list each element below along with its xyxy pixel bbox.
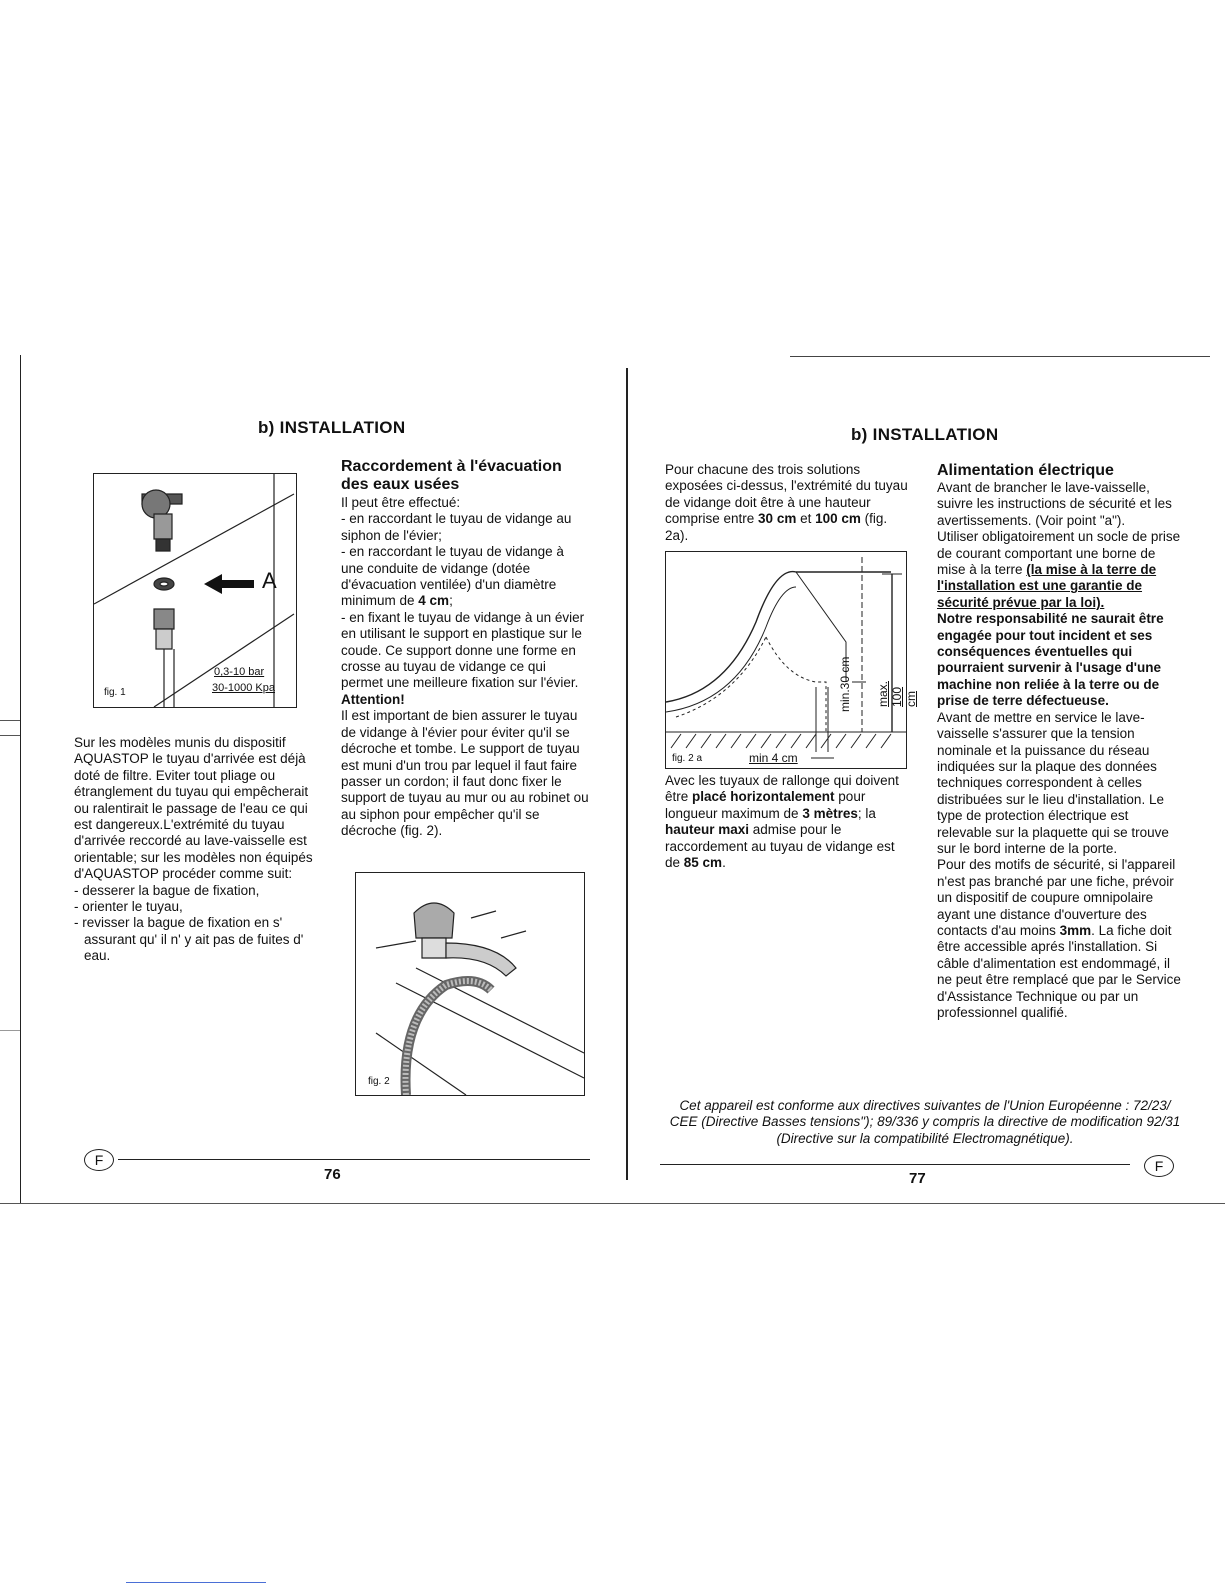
power-section [937, 462, 1185, 1021]
attention-title: Attention! [341, 691, 405, 707]
power-paragraph-4: Avant de mettre en service le lave-vaisselle s'assurer que la tension nominale et la puissance du réseau indiquées sur la plaque des données techniques correspondent à celles distribuées sur le lieu d'installation. Le type de protection électrique est relevable sur la plaquette qui se trouve sur le bord interne de la porte. [937, 709, 1169, 856]
margin-tick-2 [0, 735, 20, 736]
fig1-illustration [93, 473, 297, 708]
left-page-heading: b) INSTALLATION [258, 418, 406, 437]
fig1-label: fig. 1 [104, 687, 126, 698]
power-paragraph-1: Avant de brancher le lave-vaisselle, suivre les instructions de sécurité et les avertissements. (Voir point "a"). [937, 480, 1172, 528]
bottom-edge-line [0, 1203, 1225, 1204]
arrow-left-icon [204, 574, 254, 594]
page-number-right: 77 [909, 1170, 926, 1187]
power-title: Alimentation électrique [937, 462, 1114, 479]
aquastop-step: - orienter le tuyau, [74, 899, 183, 915]
aquastop-section [74, 735, 320, 965]
drain-height-drawing [666, 552, 906, 768]
page-number-left: 76 [324, 1166, 341, 1183]
fig1-pressure-bar: 0,3-10 bar [214, 666, 265, 678]
margin-tick-3 [0, 1030, 20, 1031]
drain-intro: Il peut être effectué: [341, 495, 461, 510]
aquastop-paragraph: Sur les modèles munis du dispositif AQUASTOP le tuyau d'arrivée est déjà doté de filtre. Eviter tout pliage ou étranglement du tuyau qui empêcherait ou ralentirait le passage de l'eau ce qui est dangereux.L'extrémité du tuyau d'arrivée reccordé au lave-vaisselle est orientable; sur les modèles non équipés d'AQUASTOP procéder comme suit: [74, 735, 313, 882]
power-paragraph-2: Utiliser obligatoirement un socle de prise de courant comportant une borne de mise à la terre (la mise à la terre de l'installation est une garantie de sécurité prévue par la loi). [937, 529, 1181, 610]
country-logo-right: F [1144, 1155, 1174, 1177]
top-right-line [790, 356, 1210, 357]
drain-option-1: - en raccordant le tuyau de vidange au siphon de l'évier; [341, 511, 572, 543]
fig2a-label: fig. 2 a [672, 753, 703, 764]
right-page-heading: b) INSTALLATION [851, 425, 999, 444]
aquastop-step: - revisser la bague de fixation en s' assurant qu' il n' y ait pas de fuites d' eau. [74, 915, 304, 964]
fig1-pressure-kpa: 30-1000 Kpa [212, 682, 275, 694]
power-paragraph-5: Pour des motifs de sécurité, si l'appareil n'est pas branché par une fiche, prévoir un dispositif de coupure omnipolaire ayant une distance d'ouverture des contacts d'au moins 3mm. La fiche doit être accessible aprés l'installation. Si câble d'alimentation est endommagé, il ne peut être remplacé que par le Service d'Assistance Technique ou par un professionnel qualifié. [937, 857, 1181, 1020]
aquastop-steps-list [74, 883, 320, 965]
margin-tick-1 [0, 720, 20, 721]
country-logo-left: F [84, 1149, 114, 1171]
left-edge-line [20, 355, 21, 1203]
power-paragraph-3: Notre responsabilité ne saurait être engagée pour tout incident et ses conséquences éventuelles qui pourraient survenir à l'usage d'une machine non reliée à la terre ou de prise de terre défectueuse. [937, 611, 1164, 709]
drain-title: Raccordement à l'évacuation des eaux usées [341, 458, 562, 493]
left-footer-rule [118, 1159, 590, 1160]
attention-paragraph: Il est important de bien assurer le tuyau de vidange à l'évier pour éviter qu'il se décroche et tombe. Le support de tuyau est muni d'un trou par lequel il faut faire passer un cordon; il faut donc fixer le support de tuyau au mur ou au robinet ou au siphon pour empêcher qu'il se décroche (fig. 2). [341, 708, 589, 839]
drain-option-2: - en raccordant le tuyau de vidange à une conduite de vidange (dotée d'évacuation ventilée) d'un diamètre minimum de 4 cm; [341, 544, 564, 609]
drain-section [341, 458, 589, 840]
center-fold-line [626, 368, 628, 1180]
height-requirement-paragraph: Pour chacune des trois solutions exposées ci-dessus, l'extrémité du tuyau de vidange doit être à une hauteur comprise entre 30 cm et 100 cm (fig. 2a). [665, 462, 908, 543]
fig2a-min-label: min 4 cm [749, 751, 798, 765]
sink-hose-drawing [356, 873, 584, 1095]
drain-option-3: - en fixant le tuyau de vidange à un évier en utilisant le support en plastique sur le coude. Ce support donne une forme en crosse au tuyau de vidange ce qui permet une meilleure fixation sur l'évier. [341, 609, 585, 691]
eu-conformity-note: Cet appareil est conforme aux directives suivantes de l'Union Européenne : 72/23/ CEE (Directive Basses tensions"); 89/336 y compris la directive de modification 92/31 (Directive sur la compatibilité Electromagnétique). [669, 1098, 1181, 1146]
aquastop-step: - desserer la bague de fixation, [74, 882, 260, 898]
fig1-marker: A [262, 568, 277, 593]
fig2a-min30-label: min.30 cm [838, 656, 852, 712]
right-footer-rule [660, 1164, 1130, 1165]
fig2-illustration [355, 872, 585, 1096]
extension-paragraph: Avec les tuyaux de rallonge qui doivent être placé horizontalement pour longueur maximum de 3 mètres; la hauteur maxi admise pour le raccordement au tuyau de vidange est de 85 cm. [665, 773, 899, 871]
fig2-label: fig. 2 [368, 1076, 390, 1087]
fig2a-illustration [665, 551, 918, 769]
fig2a-max100-label: max. 100 cm [876, 680, 918, 707]
bottom-underline-mark [126, 1582, 266, 1583]
